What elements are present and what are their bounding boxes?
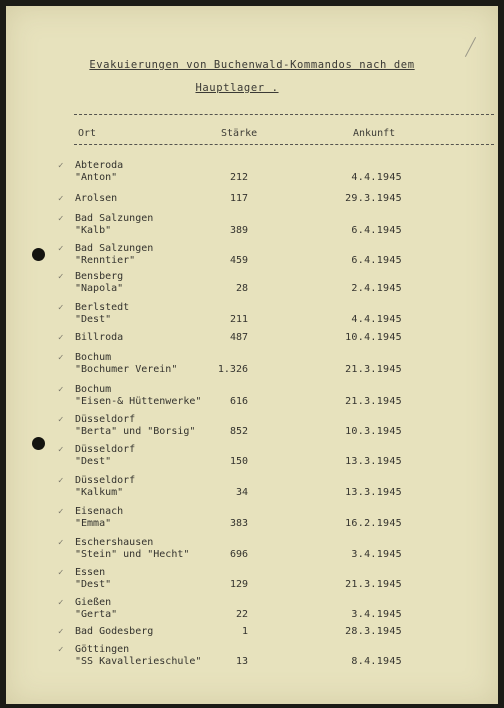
cell-ort — [75, 626, 153, 638]
cell-ort-name: Bensberg — [75, 271, 124, 282]
cell-ort — [75, 332, 123, 344]
cell-ort — [75, 597, 117, 621]
punch-hole — [32, 248, 45, 261]
cell-ort-name: Berlstedt — [75, 302, 130, 313]
cell-staerke: 383 — [229, 518, 248, 529]
cell-ort-kommando: "Gerta" — [75, 609, 118, 620]
column-header-staerke: Stärke — [221, 128, 258, 139]
cell-ort-kommando: "Napola" — [75, 283, 124, 294]
document-title-line2: Hauptlager . — [195, 82, 279, 94]
cell-ankunft: 4.4.1945 — [351, 172, 402, 183]
cell-ankunft: 21.3.1945 — [345, 364, 402, 375]
cell-ort — [75, 352, 177, 376]
divider-header — [74, 144, 494, 145]
cell-ort — [75, 243, 153, 267]
cell-ort-name: Düsseldorf — [75, 475, 136, 486]
cell-staerke: 117 — [229, 193, 248, 204]
cell-staerke: 129 — [229, 579, 248, 590]
cell-ort-name: Bad Salzungen — [75, 243, 154, 254]
cell-ort — [75, 444, 135, 468]
cell-staerke: 1 — [241, 626, 248, 637]
check-mark-icon: ✓ — [58, 538, 64, 548]
cell-ort — [75, 475, 135, 499]
check-mark-icon: ✓ — [58, 272, 64, 282]
cell-ort-name: Göttingen — [75, 644, 130, 655]
cell-ort-kommando: "Emma" — [75, 518, 112, 529]
check-mark-icon: ✓ — [58, 568, 64, 578]
cell-ankunft: 10.4.1945 — [345, 332, 402, 343]
cell-ort-kommando: "Bochumer Verein" — [75, 364, 178, 375]
check-mark-icon: ✓ — [58, 385, 64, 395]
cell-ort-name: Gießen — [75, 597, 112, 608]
cell-staerke: 211 — [229, 314, 248, 325]
cell-ort — [75, 644, 201, 668]
cell-ort-kommando: "Renntier" — [75, 255, 136, 266]
cell-staerke: 150 — [229, 456, 248, 467]
cell-ort — [75, 506, 123, 530]
cell-ankunft: 2.4.1945 — [351, 283, 402, 294]
cell-ort — [75, 537, 189, 561]
cell-ort-kommando: "Kalkum" — [75, 487, 124, 498]
cell-ort-kommando: "Stein" und "Hecht" — [75, 549, 190, 560]
cell-staerke: 28 — [235, 283, 248, 294]
check-mark-icon: ✓ — [58, 476, 64, 486]
divider-top — [74, 114, 494, 115]
cell-staerke: 389 — [229, 225, 248, 236]
check-mark-icon: ✓ — [58, 303, 64, 313]
cell-ankunft: 28.3.1945 — [345, 626, 402, 637]
cell-ort-name: Düsseldorf — [75, 414, 136, 425]
check-mark-icon: ✓ — [58, 598, 64, 608]
check-mark-icon: ✓ — [58, 445, 64, 455]
cell-staerke: 459 — [229, 255, 248, 266]
cell-ort-kommando: "Dest" — [75, 456, 112, 467]
cell-ankunft: 3.4.1945 — [351, 549, 402, 560]
check-mark-icon: ✓ — [58, 507, 64, 517]
cell-ankunft: 13.3.1945 — [345, 487, 402, 498]
cell-ort-kommando: "SS Kavallerieschule" — [75, 656, 202, 667]
document-page — [6, 6, 498, 704]
cell-ort-kommando: "Dest" — [75, 314, 112, 325]
cell-ort-name: Abteroda — [75, 160, 124, 171]
cell-ankunft: 29.3.1945 — [345, 193, 402, 204]
cell-ort-kommando: "Anton" — [75, 172, 118, 183]
margin-pencil-mark — [465, 37, 476, 57]
cell-ort — [75, 302, 129, 326]
check-mark-icon: ✓ — [58, 214, 64, 224]
check-mark-icon: ✓ — [58, 194, 64, 204]
cell-ankunft: 16.2.1945 — [345, 518, 402, 529]
punch-hole — [32, 437, 45, 450]
check-mark-icon: ✓ — [58, 645, 64, 655]
cell-ort-kommando: "Eisen-& Hüttenwerke" — [75, 396, 202, 407]
cell-ankunft: 3.4.1945 — [351, 609, 402, 620]
cell-ort-name: Arolsen — [75, 193, 118, 204]
cell-ort-name: Essen — [75, 567, 106, 578]
check-mark-icon: ✓ — [58, 244, 64, 254]
check-mark-icon: ✓ — [58, 161, 64, 171]
cell-ort-name: Bad Salzungen — [75, 213, 154, 224]
cell-ort-name: Eschershausen — [75, 537, 154, 548]
cell-staerke: 212 — [229, 172, 248, 183]
cell-ankunft: 6.4.1945 — [351, 225, 402, 236]
cell-staerke: 487 — [229, 332, 248, 343]
cell-ort-name: Bad Godesberg — [75, 626, 154, 637]
cell-staerke: 22 — [235, 609, 248, 620]
document-title-line1: Evakuierungen von Buchenwald-Kommandos nach dem — [89, 59, 415, 71]
column-header-ort: Ort — [78, 128, 97, 139]
cell-ankunft: 8.4.1945 — [351, 656, 402, 667]
cell-ort — [75, 160, 123, 184]
cell-ankunft: 13.3.1945 — [345, 456, 402, 467]
cell-ort-kommando: "Dest" — [75, 579, 112, 590]
cell-ort-name: Düsseldorf — [75, 444, 136, 455]
cell-ort — [75, 414, 195, 438]
cell-staerke: 616 — [229, 396, 248, 407]
cell-ort — [75, 567, 111, 591]
check-mark-icon: ✓ — [58, 333, 64, 343]
cell-staerke: 13 — [235, 656, 248, 667]
cell-ankunft: 21.3.1945 — [345, 396, 402, 407]
cell-ort-name: Bochum — [75, 384, 112, 395]
check-mark-icon: ✓ — [58, 627, 64, 637]
cell-ort-name: Eisenach — [75, 506, 124, 517]
cell-ort — [75, 193, 117, 205]
column-header-ankunft: Ankunft — [353, 128, 396, 139]
cell-ort-name: Billroda — [75, 332, 124, 343]
cell-ankunft: 4.4.1945 — [351, 314, 402, 325]
cell-ankunft: 6.4.1945 — [351, 255, 402, 266]
check-mark-icon: ✓ — [58, 353, 64, 363]
cell-ort — [75, 271, 123, 295]
cell-ort — [75, 213, 153, 237]
check-mark-icon: ✓ — [58, 415, 64, 425]
cell-staerke: 696 — [229, 549, 248, 560]
cell-staerke: 34 — [235, 487, 248, 498]
cell-ort — [75, 384, 201, 408]
cell-staerke: 1.326 — [217, 364, 248, 375]
cell-ort-name: Bochum — [75, 352, 112, 363]
cell-ort-kommando: "Kalb" — [75, 225, 112, 236]
cell-ankunft: 10.3.1945 — [345, 426, 402, 437]
cell-ankunft: 21.3.1945 — [345, 579, 402, 590]
cell-ort-kommando: "Berta" und "Borsig" — [75, 426, 196, 437]
cell-staerke: 852 — [229, 426, 248, 437]
